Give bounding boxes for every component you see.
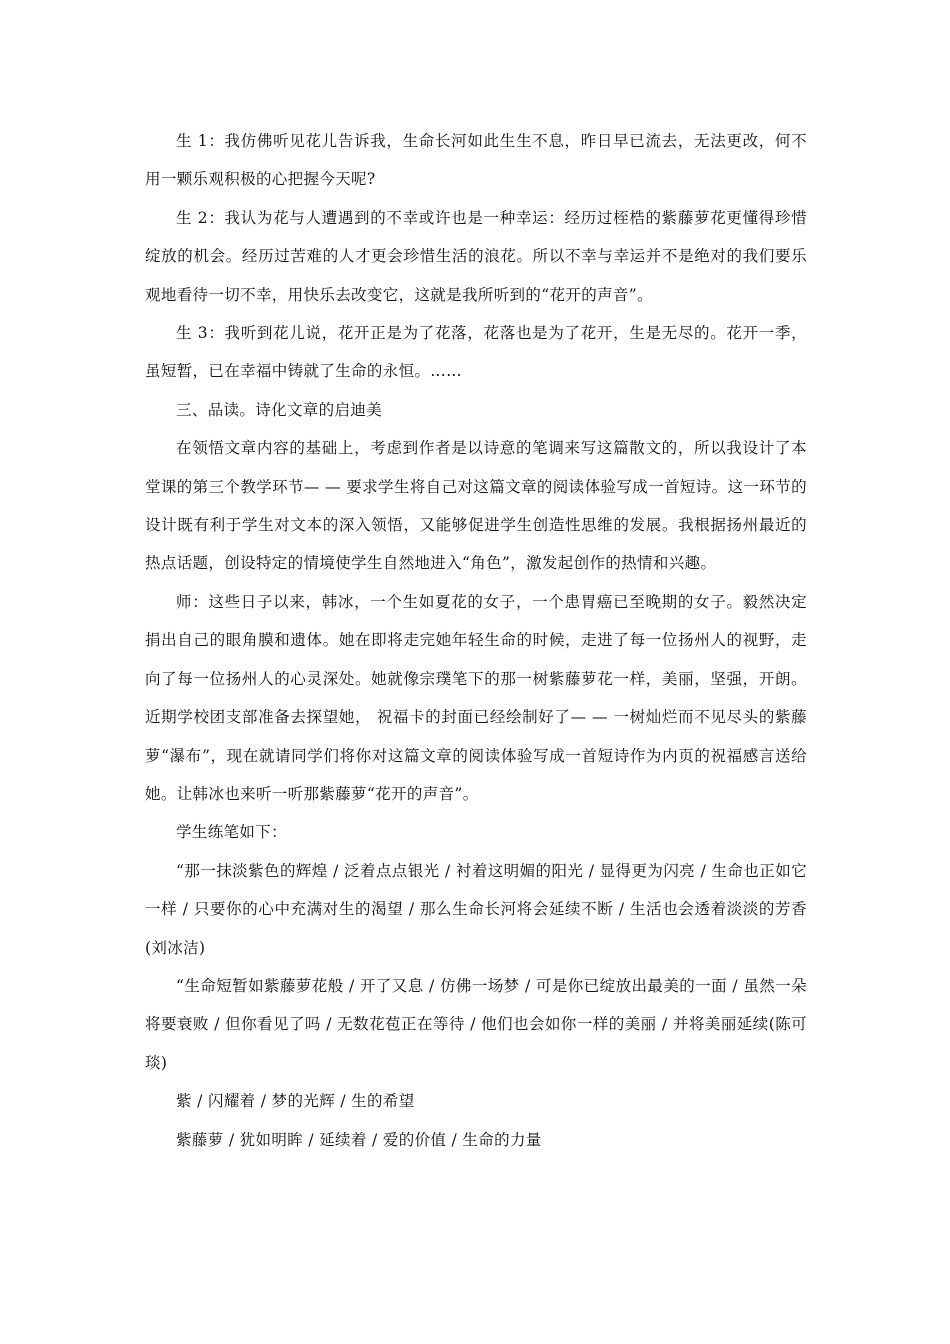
- poem-3: 紫 / 闪耀着 / 梦的光辉 / 生的希望: [176, 1092, 415, 1111]
- document-body: [145, 122, 807, 1159]
- paragraph-student-2: 生 2：我认为花与人遭遇到的不幸或许也是一种幸运：经历过桎梏的紫藤萝花更懂得珍惜绽放的机会。经历过苦难的人才更会珍惜生活的浪花。所以不幸与幸运并不是绝对的我们要乐观地看待一切不幸，用快乐去改变它，这就是我所听到的“花开的声音”。: [145, 208, 807, 304]
- poem-1: “那一抹淡紫色的辉煌 / 泛着点点银光 / 衬着这明媚的阳光 / 显得更为闪亮 / 生命也正如它一样 / 只要你的心中充满对生的渴望 / 那么生命长河将会延续不断 / 生活也会透着淡淡的芳香(刘冰洁): [145, 861, 807, 957]
- paragraph-student-1: 生 1：我仿佛听见花儿告诉我，生命长河如此生生不息，昨日早已流去，无法更改，何不用一颗乐观积极的心把握今天呢?: [145, 132, 807, 189]
- paragraph-design: 在领悟文章内容的基础上，考虑到作者是以诗意的笔调来写这篇散文的，所以我设计了本堂课的第三个教学环节— — 要求学生将自己对这篇文章的阅读体验写成一首短诗。这一环节的设计既有利于学生对文本的深入领悟，又能够促进学生创造性思维的发展。我根据扬州最近的热点话题，创设特定的情境使学生自然地进入“角色”，激发起创作的热情和兴趣。: [145, 439, 807, 573]
- section-heading: 三、品读。诗化文章的启迪美: [176, 400, 383, 419]
- paragraph-intro: 学生练笔如下：: [176, 823, 287, 842]
- poem-4: 紫藤萝 / 犹如明眸 / 延续着 / 爱的价值 / 生命的力量: [176, 1130, 542, 1149]
- poem-2: “生命短暂如紫藤萝花般 / 开了又息 / 仿佛一场梦 / 可是你已绽放出最美的一面 / 虽然一朵将要衰败 / 但你看见了吗 / 无数花苞正在等待 / 他们也会如你一样的美丽 / 并将美丽延续(陈可琰): [145, 976, 807, 1072]
- paragraph-teacher: 师：这些日子以来，韩冰，一个生如夏花的女子，一个患胃癌已至晚期的女子。毅然决定捐出自己的眼角膜和遗体。她在即将走完她年轻生命的时候，走进了每一位扬州人的视野，走向了每一位扬州人的心灵深处。她就像宗璞笔下的那一树紫藤萝花一样，美丽，坚强，开朗。近期学校团支部准备去探望她， 祝福卡的封面已经绘制好了— — 一树灿烂而不见尽头的紫藤萝“瀑布”，现在就请同学们将你对这篇文章的阅读体验写成一首短诗作为内页的祝福感言送给她。让韩冰也来听一听那紫藤萝“花开的声音”。: [145, 592, 807, 803]
- paragraph-student-3: 生 3：我听到花儿说，花开正是为了花落，花落也是为了花开，生是无尽的。花开一季，虽短暂，已在幸福中铸就了生命的永恒。……: [145, 324, 807, 381]
